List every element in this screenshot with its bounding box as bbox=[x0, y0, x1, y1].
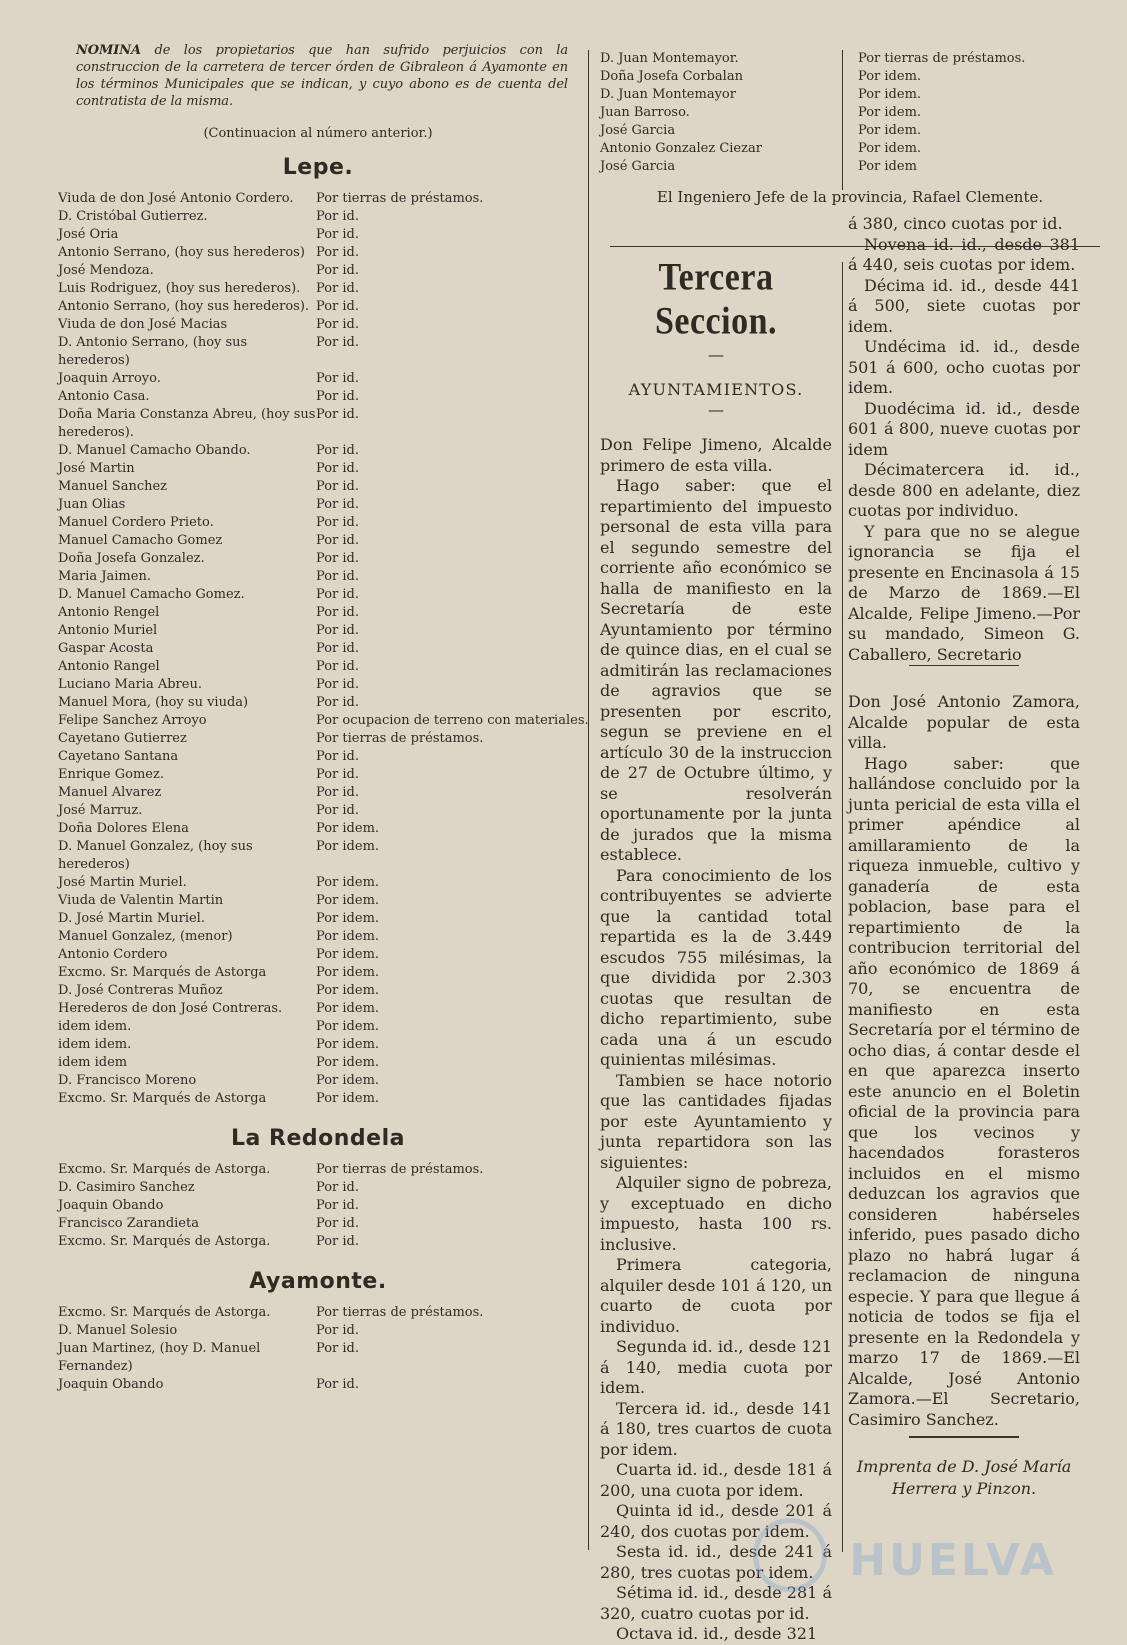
owner-name: Manuel Alvarez bbox=[58, 785, 162, 800]
decree-paragraph: Hago saber: que el repartimiento del impuesto personal de esta villa para el segundo semestre del corriente año económico se halla de manifiesto en la Secretaría de este Ayuntamiento por término de quince dias, en el cual se admitirán las reclamaciones de agravios que se presenten por escrito, segun se previene en el artículo 30 de la instruccion de 27 de Octubre último, y se resolverán oportunamente por la junta de jurados que la misma establece. bbox=[600, 476, 832, 864]
list-row bbox=[58, 712, 589, 730]
owner-name: Joaquin Arroyo. bbox=[58, 371, 161, 386]
owner-name: José Oria bbox=[58, 227, 119, 242]
decree-paragraph: Para conocimiento de los contribuyentes se advierte que la cantidad total repartida es la de 3.449 escudos 755 milésimas, la que dividida por 2.303 cuotas que resultan de dicho repartimiento, sube cada una á un escudo quinientas milésimas. bbox=[600, 865, 832, 1069]
list-row bbox=[58, 802, 578, 820]
decree-paragraph: Don Felipe Jimeno, Alcalde primero de esta villa. bbox=[600, 435, 832, 475]
damage-type: Por id. bbox=[316, 461, 360, 476]
printer-credit: Imprenta de D. José María Herrera y Pinzon. bbox=[856, 1457, 1072, 1498]
list-row bbox=[600, 122, 1100, 140]
decree-paragraph: Y para que no se alegue ignorancia se fija el presente en Encinasola á 15 de Marzo de 1869.—El Alcalde, Felipe Jimeno.—Por su mandado, Simeon G. Caballero, Secretario bbox=[848, 521, 1080, 664]
owner-name: José Garcia bbox=[600, 123, 676, 138]
owner-name: D. Manuel Camacho Obando. bbox=[58, 443, 251, 458]
owner-name: Luciano Maria Abreu. bbox=[58, 677, 202, 692]
owner-name: José Mendoza. bbox=[58, 263, 154, 278]
list-row bbox=[58, 910, 578, 928]
watermark: HUELVA bbox=[849, 1535, 1057, 1586]
owner-name: Manuel Mora, (hoy su viuda) bbox=[58, 695, 249, 710]
owner-name: Cayetano Santana bbox=[58, 749, 179, 764]
damage-type: Por idem. bbox=[858, 123, 922, 138]
decree-paragraph: Tercera id. id., desde 141 á 180, tres cuartos de cuota por idem. bbox=[600, 1398, 832, 1459]
list-row bbox=[58, 532, 578, 550]
list-row bbox=[58, 1090, 578, 1108]
list-row bbox=[600, 50, 1100, 68]
owner-name: D. José Contreras Muñoz bbox=[58, 983, 223, 998]
damage-type: Por idem. bbox=[316, 947, 380, 962]
damage-type: Por idem bbox=[858, 159, 917, 174]
list-row bbox=[58, 640, 578, 658]
owner-name: José Marruz. bbox=[58, 803, 143, 818]
list-row bbox=[58, 370, 578, 388]
list-row bbox=[58, 694, 578, 712]
section-dash: — bbox=[708, 345, 724, 364]
damage-type: Por id. bbox=[316, 227, 360, 242]
notice-separator bbox=[909, 1436, 1019, 1438]
list-row bbox=[58, 1215, 578, 1233]
list-row bbox=[58, 1376, 578, 1394]
damage-type: Por id. bbox=[316, 785, 360, 800]
owner-name: Gaspar Acosta bbox=[58, 641, 154, 656]
list-row bbox=[58, 496, 578, 514]
decree-paragraph: Sétima id. id., desde 281 á 320, cuatro cuotas por id. bbox=[600, 1583, 832, 1623]
continuation-note: (Continuacion al número anterior.) bbox=[203, 126, 433, 141]
owner-name: Antonio Gonzalez Ciezar bbox=[600, 141, 762, 156]
list-row bbox=[58, 388, 578, 406]
ayuntamientos-dash: — bbox=[708, 400, 724, 419]
damage-type: Por id. bbox=[316, 551, 360, 566]
decree-paragraph: Hago saber: que hallándose concluido por la junta pericial de esta villa el primer apéndice al amillaramiento de la riqueza inmueble, cultivo y ganadería de esta poblacion, base para el repartimiento de la contribucion territorial del año económico de 1869 á 70, se encuentra de manifiesto en esta Secretaría por el término de ocho dias, á contar desde el en que aparezca inserto este anuncio en el Boletin oficial de la provincia para que los vecinos y hacendados forasteros incluidos en el mismo deduzcan los agravios que consideren habérseles inferido, pues pasado dicho plazo no habrá lugar á reclamacion de ninguna especie. Y para que llegue á noticia de todos se fija el presente en la Redondela y marzo 17 de 1869.—El Alcalde, José Antonio Zamora.—El Secretario, Casimiro Sanchez. bbox=[848, 753, 1080, 1429]
owner-name: Juan Barroso. bbox=[600, 105, 690, 120]
owner-name: Antonio Serrano, (hoy sus herederos) bbox=[58, 245, 305, 260]
owner-name: Manuel Camacho Gomez bbox=[58, 533, 223, 548]
owner-name: Joaquin Obando bbox=[58, 1198, 164, 1213]
list-row bbox=[58, 298, 578, 316]
list-row bbox=[58, 946, 578, 964]
owner-name: José Garcia bbox=[600, 159, 676, 174]
owners-list bbox=[58, 1161, 578, 1251]
owner-name: Maria Jaimen. bbox=[58, 569, 151, 584]
list-row bbox=[58, 208, 578, 226]
town-heading: Ayamonte. bbox=[249, 1269, 387, 1294]
list-row bbox=[58, 1340, 578, 1376]
list-row bbox=[58, 586, 578, 604]
damage-type: Por id. bbox=[316, 695, 360, 710]
damage-type: Por id. bbox=[316, 1180, 360, 1195]
damage-type: Por id. bbox=[316, 605, 360, 620]
damage-type: Por id. bbox=[316, 1234, 360, 1249]
owner-name: Juan Martinez, (hoy D. Manuel Fernandez) bbox=[58, 1341, 261, 1374]
damage-type: Por idem. bbox=[858, 141, 922, 156]
list-row bbox=[58, 622, 578, 640]
list-row bbox=[58, 784, 578, 802]
owner-name: Felipe Sanchez Arroyo bbox=[58, 713, 207, 728]
decree-text-b bbox=[848, 214, 1080, 1430]
decree-paragraph: Segunda id. id., desde 121 á 140, media cuota por idem. bbox=[600, 1337, 832, 1397]
damage-type: Por id. bbox=[316, 1341, 360, 1356]
damage-type: Por idem. bbox=[316, 1073, 380, 1088]
damage-type: Por idem. bbox=[316, 1037, 380, 1052]
list-row bbox=[58, 1179, 578, 1197]
owner-name: Doña Dolores Elena bbox=[58, 821, 189, 836]
towns-list bbox=[58, 155, 589, 1394]
damage-type: Por id. bbox=[316, 281, 360, 296]
damage-type: Por id. bbox=[316, 497, 360, 512]
damage-type: Por id. bbox=[316, 659, 360, 674]
damage-type: Por idem. bbox=[858, 105, 922, 120]
owner-name: idem idem bbox=[58, 1055, 128, 1070]
list-row bbox=[58, 766, 578, 784]
list-row bbox=[600, 140, 1100, 158]
damage-type: Por id. bbox=[316, 803, 360, 818]
damage-type: Por id. bbox=[316, 767, 360, 782]
owner-name: D. Antonio Serrano, (hoy sus herederos) bbox=[58, 335, 248, 368]
list-row bbox=[58, 1322, 578, 1340]
damage-type: Por ocupacion de terreno con materiales. bbox=[316, 713, 589, 728]
list-row bbox=[58, 478, 578, 496]
owner-name: D. Juan Montemayor. bbox=[600, 51, 739, 66]
list-row bbox=[58, 406, 578, 442]
ayuntamientos-heading: AYUNTAMIENTOS. bbox=[628, 380, 804, 399]
damage-type: Por id. bbox=[316, 641, 360, 656]
decree-paragraph: Cuarta id. id., desde 181 á 200, una cuota por idem. bbox=[600, 1460, 832, 1500]
damage-type: Por idem. bbox=[316, 875, 380, 890]
owner-name: Antonio Casa. bbox=[58, 389, 150, 404]
list-row bbox=[58, 658, 578, 676]
decree-paragraph: Alquiler signo de pobreza, y exceptuado en dicho impuesto, hasta 100 rs. inclusive. bbox=[600, 1173, 832, 1254]
decree-paragraph: Duodécima id. id., desde 601 á 800, nueve cuotas por idem bbox=[848, 398, 1080, 459]
damage-type: Por tierras de préstamos. bbox=[316, 191, 484, 206]
decree-text-a bbox=[600, 435, 832, 1645]
damage-type: Por id. bbox=[316, 1216, 360, 1231]
damage-type: Por id. bbox=[316, 677, 360, 692]
list-row bbox=[58, 1036, 578, 1054]
damage-type: Por id. bbox=[316, 479, 360, 494]
owner-name: Manuel Gonzalez, (menor) bbox=[58, 929, 233, 944]
owners-list bbox=[58, 1304, 578, 1394]
decree-paragraph: Décimatercera id. id., desde 800 en adelante, diez cuotas por individuo. bbox=[848, 460, 1080, 520]
decree-paragraph: Tambien se hace notorio que las cantidades fijadas por este Ayuntamiento y junta repartidora son las siguientes: bbox=[600, 1070, 832, 1172]
list-row bbox=[58, 730, 578, 748]
owner-name: Excmo. Sr. Marqués de Astorga bbox=[58, 965, 267, 980]
damage-type: Por id. bbox=[316, 299, 360, 314]
damage-type: Por id. bbox=[316, 533, 360, 548]
damage-type: Por idem. bbox=[316, 965, 380, 980]
owner-name: D. Manuel Gonzalez, (hoy sus herederos) bbox=[58, 839, 253, 872]
list-row bbox=[58, 1054, 578, 1072]
damage-type: Por id. bbox=[316, 515, 360, 530]
list-row bbox=[58, 1018, 578, 1036]
notice-separator bbox=[909, 665, 1019, 666]
list-row bbox=[58, 874, 578, 892]
intro-lead: NOMINA bbox=[76, 43, 142, 58]
owner-name: Excmo. Sr. Marqués de Astorga. bbox=[58, 1162, 271, 1177]
continued-list bbox=[600, 50, 1100, 176]
column-divider bbox=[588, 50, 589, 1550]
list-row bbox=[600, 68, 1100, 86]
damage-type: Por idem. bbox=[316, 893, 380, 908]
list-row bbox=[58, 568, 578, 586]
intro-paragraph bbox=[76, 42, 568, 110]
owner-name: José Martin bbox=[58, 461, 135, 476]
list-row bbox=[58, 604, 578, 622]
list-row bbox=[58, 928, 578, 946]
list-row bbox=[58, 964, 578, 982]
damage-type: Por id. bbox=[316, 245, 360, 260]
owner-name: Doña Josefa Gonzalez. bbox=[58, 551, 205, 566]
engineer-signature: El Ingeniero Jefe de la provincia, Rafael Clemente. bbox=[656, 188, 1044, 206]
decree-paragraph: Undécima id. id., desde 501 á 600, ocho cuotas por idem. bbox=[848, 337, 1080, 397]
damage-type: Por idem. bbox=[316, 839, 380, 854]
owner-name: Francisco Zarandieta bbox=[58, 1216, 199, 1231]
damage-type: Por idem. bbox=[316, 1091, 380, 1106]
owner-name: idem idem. bbox=[58, 1019, 132, 1034]
decree-paragraph: Primera categoria, alquiler desde 101 á 120, un cuarto de cuota por individuo. bbox=[600, 1255, 832, 1336]
damage-type: Por idem. bbox=[316, 983, 380, 998]
damage-type: Por idem. bbox=[316, 929, 380, 944]
owner-name: D. Casimiro Sanchez bbox=[58, 1180, 195, 1195]
owner-name: Enrique Gomez. bbox=[58, 767, 164, 782]
list-row bbox=[58, 226, 578, 244]
list-row bbox=[58, 1000, 578, 1018]
owner-name: Viuda de Valentin Martin bbox=[58, 893, 224, 908]
owner-name: Viuda de don José Macias bbox=[58, 317, 228, 332]
decree-paragraph: Octava id. id., desde 321 bbox=[616, 1624, 818, 1643]
town-heading: La Redondela bbox=[231, 1126, 405, 1151]
damage-type: Por idem. bbox=[858, 69, 922, 84]
owner-name: D. José Martin Muriel. bbox=[58, 911, 205, 926]
subcolumn-a bbox=[600, 240, 832, 1645]
owner-name: Antonio Cordero bbox=[58, 947, 168, 962]
damage-type: Por id. bbox=[316, 317, 360, 332]
list-row bbox=[600, 158, 1100, 176]
owner-name: Herederos de don José Contreras. bbox=[58, 1001, 283, 1016]
owner-name: Excmo. Sr. Marqués de Astorga bbox=[58, 1091, 267, 1106]
list-row bbox=[58, 262, 578, 280]
section-title: Tercera Seccion. bbox=[654, 256, 778, 343]
owner-name: Excmo. Sr. Marqués de Astorga. bbox=[58, 1305, 271, 1320]
owner-name: Antonio Serrano, (hoy sus herederos). bbox=[58, 299, 310, 314]
damage-type: Por id. bbox=[316, 371, 360, 386]
owner-name: Excmo. Sr. Marqués de Astorga. bbox=[58, 1234, 271, 1249]
damage-type: Por id. bbox=[316, 749, 360, 764]
owner-name: idem idem. bbox=[58, 1037, 132, 1052]
owner-name: D. Cristóbal Gutierrez. bbox=[58, 209, 208, 224]
owner-name: Antonio Rengel bbox=[58, 605, 160, 620]
list-row bbox=[58, 1304, 578, 1322]
left-column bbox=[58, 42, 589, 1394]
damage-type: Por id. bbox=[316, 1198, 360, 1213]
damage-type: Por tierras de préstamos. bbox=[316, 1162, 484, 1177]
damage-type: Por id. bbox=[316, 209, 360, 224]
damage-type: Por idem. bbox=[316, 1055, 380, 1070]
owner-name: Antonio Rangel bbox=[58, 659, 160, 674]
decree-paragraph: Sesta id. id., desde 241 á 280, tres cuotas por idem. bbox=[600, 1542, 832, 1582]
damage-type: Por id. bbox=[316, 443, 360, 458]
damage-type: Por id. bbox=[316, 623, 360, 638]
damage-type: Por tierras de préstamos. bbox=[316, 1305, 484, 1320]
decree-paragraph: Quinta id id., desde 201 á 240, dos cuotas por idem. bbox=[600, 1501, 832, 1541]
owner-name: José Martin Muriel. bbox=[58, 875, 187, 890]
owner-name: Joaquin Obando bbox=[58, 1377, 164, 1392]
owner-name: Doña Josefa Corbalan bbox=[600, 69, 743, 84]
owner-name: Cayetano Gutierrez bbox=[58, 731, 187, 746]
damage-type: Por id. bbox=[316, 263, 360, 278]
damage-type: Por id. bbox=[316, 587, 360, 602]
owner-name: Doña Maria Constanza Abreu, (hoy sus herederos). bbox=[58, 407, 316, 440]
list-row bbox=[58, 460, 578, 478]
damage-type: Por id. bbox=[316, 335, 360, 350]
owner-name: Manuel Sanchez bbox=[58, 479, 168, 494]
town-heading: Lepe. bbox=[282, 155, 354, 180]
damage-type: Por tierras de préstamos. bbox=[316, 731, 484, 746]
decree-paragraph: á 380, cinco cuotas por id. bbox=[848, 214, 1063, 233]
owner-name: D. Francisco Moreno bbox=[58, 1073, 197, 1088]
damage-type: Por idem. bbox=[316, 911, 380, 926]
owner-name: Viuda de don José Antonio Cordero. bbox=[58, 191, 294, 206]
list-row bbox=[58, 838, 578, 874]
owner-name: D. Manuel Solesio bbox=[58, 1323, 178, 1338]
owner-name: D. Juan Montemayor bbox=[600, 87, 736, 102]
list-row bbox=[58, 334, 578, 370]
list-row bbox=[58, 1233, 578, 1251]
damage-type: Por idem. bbox=[316, 1019, 380, 1034]
owner-name: Juan Olias bbox=[58, 497, 126, 512]
list-row bbox=[600, 86, 1100, 104]
subcolumn-b bbox=[848, 214, 1080, 1645]
intro-text: de los propietarios que han sufrido perjuicios con la construccion de la carretera de tercer órden de Gibraleon á Ayamonte en los términos Municipales que se indican, y cuyo abono es de cuenta del contratista de la misma. bbox=[76, 43, 568, 109]
list-row bbox=[58, 244, 578, 262]
list-row bbox=[58, 1072, 578, 1090]
owner-name: Luis Rodriguez, (hoy sus herederos). bbox=[58, 281, 301, 296]
list-row bbox=[58, 550, 578, 568]
list-row bbox=[600, 104, 1100, 122]
damage-type: Por idem. bbox=[316, 1001, 380, 1016]
list-row bbox=[58, 1161, 578, 1179]
owner-name: Antonio Muriel bbox=[58, 623, 158, 638]
decree-paragraph: Novena id. id., desde 381 á 440, seis cuotas por idem. bbox=[848, 234, 1080, 274]
list-row bbox=[58, 1197, 578, 1215]
list-row bbox=[58, 982, 578, 1000]
owner-name: Manuel Cordero Prieto. bbox=[58, 515, 214, 530]
list-row bbox=[58, 748, 578, 766]
damage-type: Por idem. bbox=[316, 821, 380, 836]
decree-paragraph: Don José Antonio Zamora, Alcalde popular de esta villa. bbox=[848, 692, 1080, 752]
list-row bbox=[58, 280, 578, 298]
owners-list bbox=[58, 190, 589, 1108]
section-body bbox=[600, 214, 1100, 1645]
list-row bbox=[58, 820, 578, 838]
watermark-logo-icon bbox=[753, 1518, 827, 1592]
list-row bbox=[58, 442, 578, 460]
list-row bbox=[58, 892, 578, 910]
damage-type: Por id. bbox=[316, 1323, 360, 1338]
damage-type: Por tierras de préstamos. bbox=[858, 51, 1026, 66]
decree-paragraph: Décima id. id., desde 441 á 500, siete cuotas por idem. bbox=[848, 275, 1080, 336]
list-row bbox=[58, 514, 578, 532]
damage-type: Por id. bbox=[316, 569, 360, 584]
list-row bbox=[58, 190, 578, 208]
damage-type: Por id. bbox=[316, 1377, 360, 1392]
list-row bbox=[58, 676, 578, 694]
damage-type: Por id. bbox=[316, 407, 360, 422]
right-column bbox=[600, 50, 1100, 1645]
damage-type: Por id. bbox=[316, 389, 360, 404]
damage-type: Por idem. bbox=[858, 87, 922, 102]
list-row bbox=[58, 316, 578, 334]
owner-name: D. Manuel Camacho Gomez. bbox=[58, 587, 245, 602]
